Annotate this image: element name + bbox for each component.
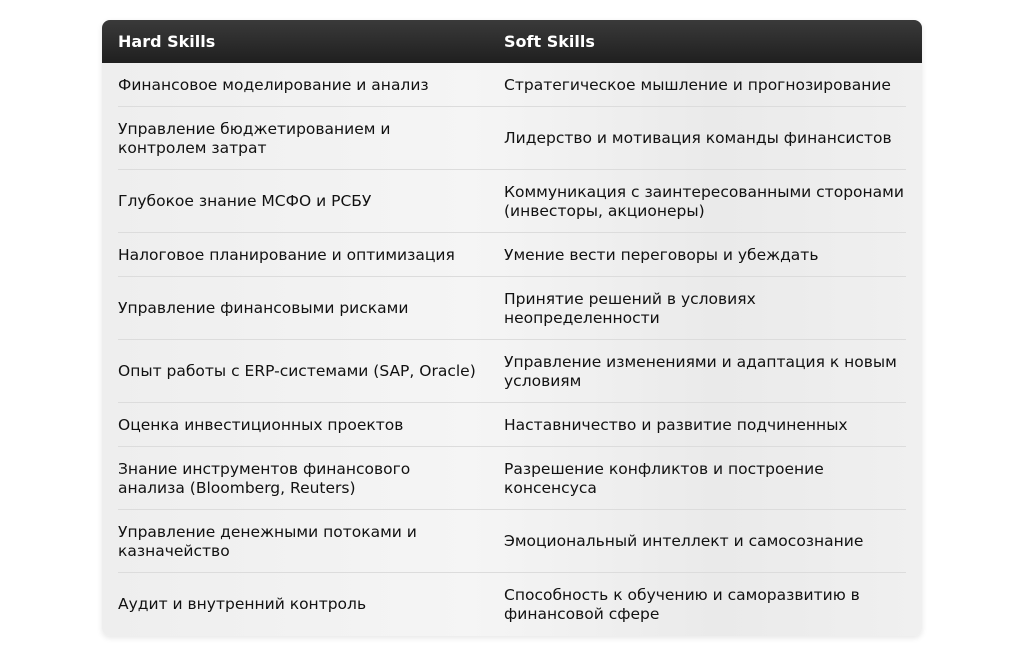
table-row [102, 340, 922, 403]
soft-skill-cell: Способность к обучению и саморазвитию в финансовой сфере [504, 585, 860, 623]
hard-skill-cell: Оценка инвестиционных проектов [118, 415, 404, 434]
soft-skill-cell: Умение вести переговоры и убеждать [504, 245, 819, 264]
soft-skill-cell: Коммуникация с заинтересованными сторонами (инвесторы, акционеры) [504, 182, 904, 220]
table-header [102, 20, 922, 63]
header-soft-skills: Soft Skills [504, 32, 595, 51]
table-row [102, 277, 922, 340]
soft-skill-cell: Эмоциональный интеллект и самосознание [504, 532, 864, 550]
skills-table [102, 20, 922, 636]
soft-skill-cell: Принятие решений в условиях неопределенности [504, 289, 756, 327]
table-row [102, 107, 922, 170]
hard-skill-cell: Аудит и внутренний контроль [118, 595, 367, 613]
table-row [102, 573, 922, 636]
hard-skill-cell: Опыт работы с ERP-системами (SAP, Oracle) [118, 362, 476, 380]
table-row [102, 233, 922, 277]
soft-skill-cell: Стратегическое мышление и прогнозирование [504, 75, 891, 94]
soft-skill-cell: Наставничество и развитие подчиненных [504, 415, 848, 434]
table-row [102, 403, 922, 447]
soft-skill-cell: Управление изменениями и адаптация к новым условиям [504, 352, 897, 390]
header-hard-skills: Hard Skills [118, 32, 216, 51]
hard-skill-cell: Управление денежными потоками и казначейство [118, 522, 417, 560]
table-row [102, 510, 922, 573]
table-row [102, 170, 922, 233]
soft-skill-cell: Разрешение конфликтов и построение консенсуса [504, 459, 824, 497]
hard-skill-cell: Глубокое знание МСФО и РСБУ [118, 192, 372, 210]
table-row [102, 63, 922, 107]
soft-skill-cell: Лидерство и мотивация команды финансистов [504, 129, 892, 147]
hard-skill-cell: Финансовое моделирование и анализ [118, 75, 429, 94]
table-row [102, 447, 922, 510]
hard-skill-cell: Знание инструментов финансового анализа (Bloomberg, Reuters) [118, 459, 411, 497]
hard-skill-cell: Управление бюджетированием и контролем затрат [118, 119, 391, 157]
hard-skill-cell: Налоговое планирование и оптимизация [118, 245, 455, 264]
hard-skill-cell: Управление финансовыми рисками [118, 299, 409, 317]
